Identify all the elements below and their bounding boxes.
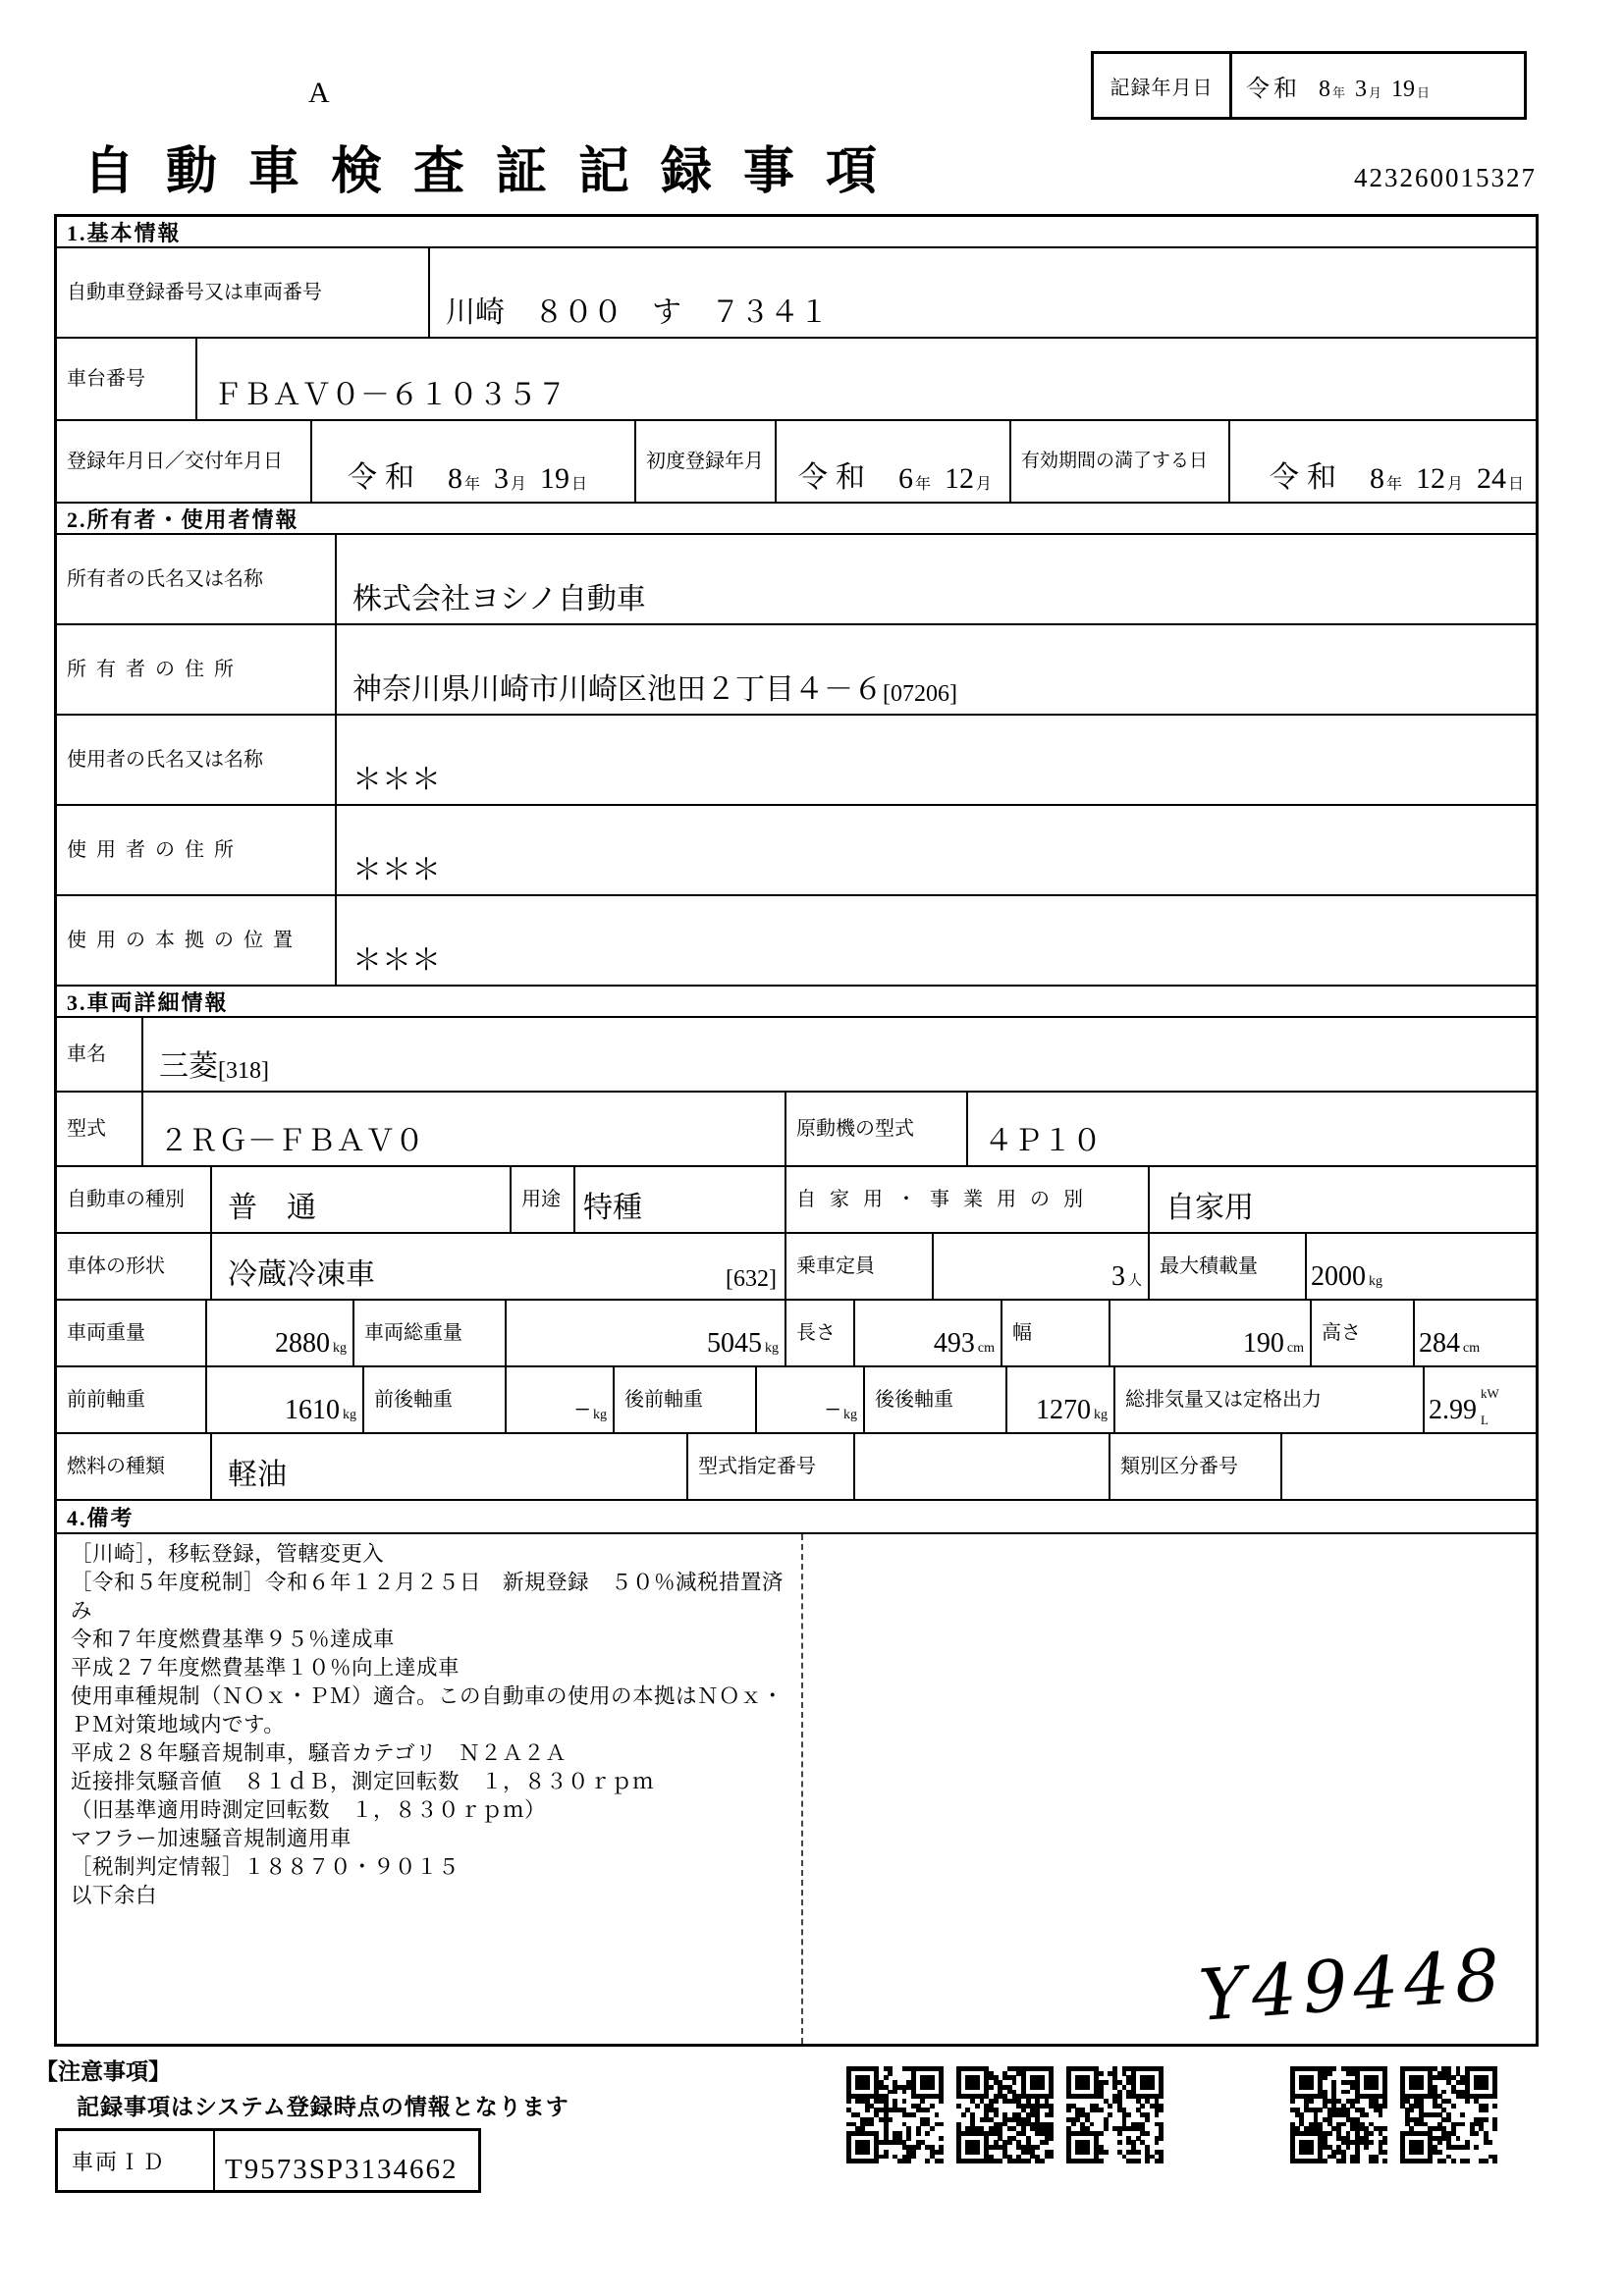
displacement-label: 総排気量又は定格出力 [1115, 1367, 1425, 1432]
model-label: 型式 [57, 1093, 143, 1165]
owner-name-value: 株式会社ヨシノ自動車 [352, 583, 646, 615]
owner-address-value [337, 625, 965, 714]
remarks-line: 平成２７年度燃費基準１０％向上達成車 [71, 1656, 460, 1680]
section2-heading: 2.所有者・使用者情報 [57, 504, 1536, 535]
qr-code [1400, 2066, 1497, 2163]
car-name-text: 三菱 [159, 1050, 218, 1083]
record-date-value [1232, 54, 1524, 117]
remarks-text [71, 1540, 803, 1910]
use-value: 特種 [575, 1167, 786, 1232]
remarks-line: 令和７年度燃費基準９５％達成車 [71, 1628, 396, 1651]
vehicle-id-label: 車両ＩＤ [58, 2131, 215, 2190]
section1-heading: 1.基本情報 [57, 217, 1536, 248]
axle-rr-label: 後後軸重 [865, 1367, 1007, 1432]
vehicle-id-box [55, 2128, 481, 2193]
user-address-value: ＊＊＊ [352, 854, 441, 886]
first-registration-value: 令和 6 年 12 月 [777, 421, 1011, 502]
axle-fr-value: − kg [507, 1367, 615, 1432]
type-designation-value [855, 1434, 1110, 1499]
user-name-label: 使用者の氏名又は名称 [57, 716, 337, 804]
handwritten-number: Y49448 [1196, 1933, 1509, 2037]
category-value: 普 通 [212, 1167, 512, 1232]
capacity-label: 乗車定員 [786, 1234, 934, 1299]
use-label: 用途 [512, 1167, 575, 1232]
base-location-label: 使用の本拠の位置 [57, 896, 337, 985]
owner-address-label: 所有者の住所 [57, 625, 337, 714]
user-address-label: 使用者の住所 [57, 806, 337, 894]
remarks-line: 使用車種規制（ＮＯｘ・ＰＭ）適合。この自動車の使用の本拠はＮＯｘ・ＰＭ対策地域内です。 [71, 1684, 785, 1736]
private-business-label: 自家用・事業用の別 [786, 1167, 1150, 1232]
remarks-line: マフラー加速騒音規制適用車 [71, 1827, 352, 1850]
vehicle-weight-label: 車両重量 [57, 1301, 207, 1365]
chassis-number-label: 車台番号 [57, 339, 197, 419]
dates-row [57, 421, 1536, 504]
remarks-line: 以下余白 [71, 1884, 158, 1907]
axle-rf-value: − kg [757, 1367, 865, 1432]
remarks-line: 平成２８年騒音規制車，騒音カテゴリ Ｎ２Ａ２Ａ [71, 1741, 568, 1765]
qr-code [956, 2066, 1054, 2163]
owner-name-row [57, 535, 1536, 625]
private-business-value: 自家用 [1165, 1192, 1254, 1224]
axle-ff-value: 1610 kg [207, 1367, 364, 1432]
body-shape-row [57, 1234, 1536, 1301]
user-name-value: ＊＊＊ [352, 764, 441, 796]
base-location-row [57, 896, 1536, 987]
car-name-label: 車名 [57, 1018, 143, 1091]
vehicle-id-value: T9573SP3134662 [225, 2154, 459, 2185]
engine-model-label: 原動機の型式 [786, 1093, 968, 1165]
plate-number-row [57, 248, 1536, 339]
class-number-label: 類別区分番号 [1110, 1434, 1282, 1499]
body-shape-value [212, 1234, 786, 1299]
weights-row [57, 1301, 1536, 1367]
length-value: 493 cm [855, 1301, 1002, 1365]
car-name-value [143, 1018, 277, 1091]
model-value: ２ＲＧ－ＦＢＡＶ０ [143, 1093, 786, 1165]
remarks-line: ［税制判定情報］１８８７０・９０１５ [71, 1855, 460, 1879]
car-name-code: [318] [218, 1058, 269, 1084]
remarks-box [57, 1534, 1536, 2044]
axle-rr-value: 1270 kg [1007, 1367, 1115, 1432]
axle-weights-row [57, 1367, 1536, 1434]
user-name-row [57, 716, 1536, 806]
payload-label: 最大積載量 [1150, 1234, 1307, 1299]
payload-value: 2000 kg [1311, 1261, 1382, 1292]
model-row [57, 1093, 1536, 1167]
width-value: 190 cm [1110, 1301, 1312, 1365]
height-label: 高さ [1312, 1301, 1415, 1365]
length-label: 長さ [786, 1301, 855, 1365]
record-date-label: 記録年月日 [1094, 54, 1232, 117]
capacity-value: 3 人 [934, 1234, 1150, 1299]
gross-weight-value: 5045 kg [507, 1301, 786, 1365]
remarks-line: ［川崎］，移転登録，管轄変更入 [71, 1542, 385, 1566]
fuel-row [57, 1434, 1536, 1501]
remarks-line: 近接排気騒音値 ８１ｄＢ，測定回転数 １，８３０ｒｐｍ [71, 1770, 655, 1793]
fuel-type-value: 軽油 [212, 1434, 688, 1499]
record-date: 令和 8 年 3 月 19 日 [1246, 76, 1431, 102]
owner-address-row [57, 625, 1536, 716]
section3-heading: 3.車両詳細情報 [57, 987, 1536, 1018]
chassis-number-value: ＦＢＡＶ０－６１０３５７ [213, 379, 567, 411]
qr-code [1290, 2066, 1387, 2163]
axle-rf-label: 後前軸重 [615, 1367, 757, 1432]
car-name-row [57, 1018, 1536, 1093]
chassis-number-row [57, 339, 1536, 421]
axle-ff-label: 前前軸重 [57, 1367, 207, 1432]
registration-date-label: 登録年月日／交付年月日 [57, 421, 312, 502]
user-address-row [57, 806, 1536, 896]
type-designation-label: 型式指定番号 [688, 1434, 855, 1499]
remarks-divider [801, 1534, 803, 2044]
record-date-box [1091, 51, 1527, 120]
remarks-line: ［令和５年度税制］令和６年１２月２５日 新規登録 ５０％減税措置済み [71, 1571, 785, 1623]
gross-weight-label: 車両総重量 [354, 1301, 507, 1365]
registration-date-value: 令和 8 年 3 月 19 日 [312, 421, 636, 502]
first-registration-label: 初度登録年月 [636, 421, 777, 502]
base-location-value: ＊＊＊ [352, 944, 441, 977]
vehicle-weight-value: 2880 kg [207, 1301, 354, 1365]
class-number-value [1282, 1434, 1306, 1499]
page-title: 自動車検査証記録事項 [83, 144, 909, 200]
owner-address-text: 神奈川県川崎市川崎区池田２丁目４－６ [352, 673, 883, 706]
document-number: 423260015327 [1354, 163, 1537, 192]
main-table [54, 214, 1539, 2047]
remarks-line: （旧基準適用時測定回転数 １，８３０ｒｐｍ） [71, 1798, 547, 1822]
qr-code-group-right [1290, 2066, 1497, 2163]
qr-code-group-left [846, 2066, 1164, 2163]
owner-name-label: 所有者の氏名又は名称 [57, 535, 337, 623]
displacement-units: kW L [1481, 1386, 1499, 1427]
notice-text: 記録事項はシステム登録時点の情報となります [77, 2095, 569, 2119]
page-mark: A [308, 77, 330, 109]
category-label: 自動車の種別 [57, 1167, 212, 1232]
qr-code [846, 2066, 944, 2163]
category-row [57, 1167, 1536, 1234]
width-label: 幅 [1002, 1301, 1110, 1365]
notice-heading: 【注意事項】 [35, 2059, 171, 2084]
expiry-date-value: 令和 8 年 12 月 24 日 [1270, 461, 1525, 495]
body-shape-text: 冷蔵冷凍車 [228, 1258, 375, 1291]
displacement-value: 2.99 kW L [1429, 1386, 1499, 1427]
plate-number-value: 川崎 ８００ す ７３４１ [446, 296, 829, 329]
expiry-date-label: 有効期間の満了する日 [1011, 421, 1230, 502]
section4-heading: 4.備考 [57, 1501, 1536, 1534]
body-shape-code: [632] [726, 1266, 777, 1292]
qr-code [1066, 2066, 1164, 2163]
fuel-type-label: 燃料の種類 [57, 1434, 212, 1499]
body-shape-label: 車体の形状 [57, 1234, 212, 1299]
height-value: 284 cm [1419, 1328, 1481, 1359]
plate-number-label: 自動車登録番号又は車両番号 [57, 248, 430, 337]
owner-address-code: [07206] [883, 681, 957, 707]
engine-model-value: ４Ｐ１０ [984, 1125, 1102, 1157]
axle-fr-label: 前後軸重 [364, 1367, 507, 1432]
